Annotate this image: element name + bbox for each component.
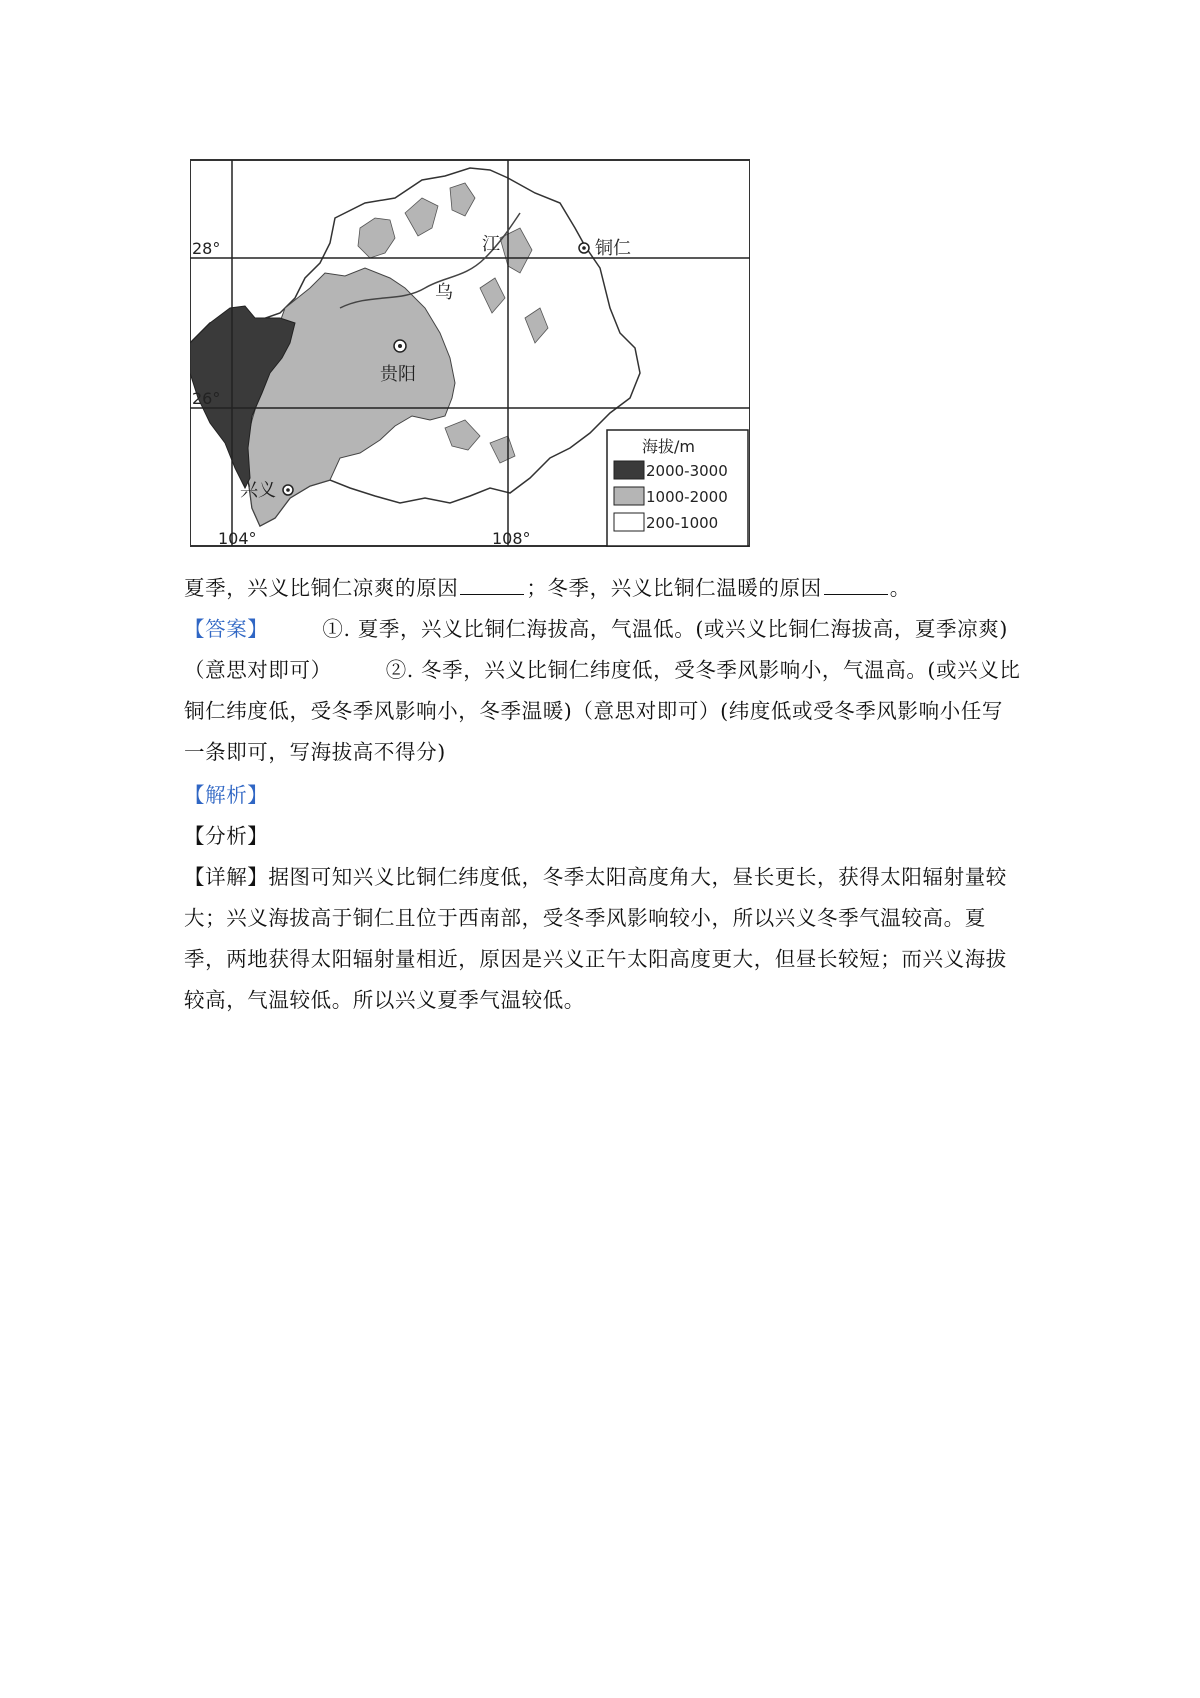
guiyang-label: 贵阳 [380, 364, 416, 385]
legend-item-low: 200-1000 [646, 514, 719, 532]
legend-item-high: 2000-3000 [646, 462, 728, 480]
analysis-heading [184, 775, 1024, 816]
legend-swatch-high [614, 461, 644, 479]
question-part2: ；冬季，兴义比铜仁温暖的原因 [526, 576, 822, 600]
lat-label-28: 28° [192, 239, 221, 258]
legend-swatch-low [614, 513, 644, 531]
lon-label-108: 108° [492, 529, 531, 548]
legend-title: 海拔/m [642, 437, 695, 456]
answer-label: 【答案】 [184, 617, 269, 641]
fenxi-heading [184, 816, 1024, 857]
map-legend [607, 430, 748, 546]
elevation-map [190, 158, 750, 550]
lon-label-104: 104° [218, 529, 257, 548]
tongren-label: 铜仁 [595, 238, 631, 259]
answer-blank-2 [824, 576, 888, 595]
question-line [184, 568, 1024, 609]
question-part1: 夏季，兴义比铜仁凉爽的原因 [184, 576, 459, 600]
river-label-wu: 乌 [435, 282, 453, 303]
answer-item-1: ①. 夏季，兴义比铜仁海拔高，气温低。(或兴义比铜仁海拔高，夏季凉爽)（意思对即可） [184, 617, 1008, 682]
lat-label-26: 26° [192, 389, 221, 408]
detail-text: 据图可知兴义比铜仁纬度低，冬季太阳高度角大，昼长更长，获得太阳辐射量较大；兴义海拔高于铜仁且位于西南部，受冬季风影响较小，所以兴义冬季气温较高。夏季，两地获得太阳辐射量相近，原因是兴义正午太阳高度更大，但昼长较短；而兴义海拔较高，气温较低。所以兴义夏季气温较低。 [184, 865, 1007, 1012]
detail-label: 【详解】 [184, 865, 269, 889]
river-label-jiang: 江 [482, 234, 500, 255]
legend-item-mid: 1000-2000 [646, 488, 728, 506]
fenxi-label: 【分析】 [184, 824, 269, 848]
legend-swatch-mid [614, 487, 644, 505]
answer-blank-1 [460, 576, 524, 595]
detail-block [184, 857, 1024, 1021]
analysis-label: 【解析】 [184, 783, 269, 807]
question-end: 。 [889, 576, 911, 600]
answer-block [184, 609, 1024, 773]
xingyi-label: 兴义 [240, 480, 276, 501]
answer-item-2: ②. 冬季，兴义比铜仁纬度低，受冬季风影响小，气温高。(或兴义比铜仁纬度低，受冬季风影响小，冬季温暖)（意思对即可）(纬度低或受冬季风影响小任写一条即可，写海拔高不得分) [184, 658, 1021, 764]
